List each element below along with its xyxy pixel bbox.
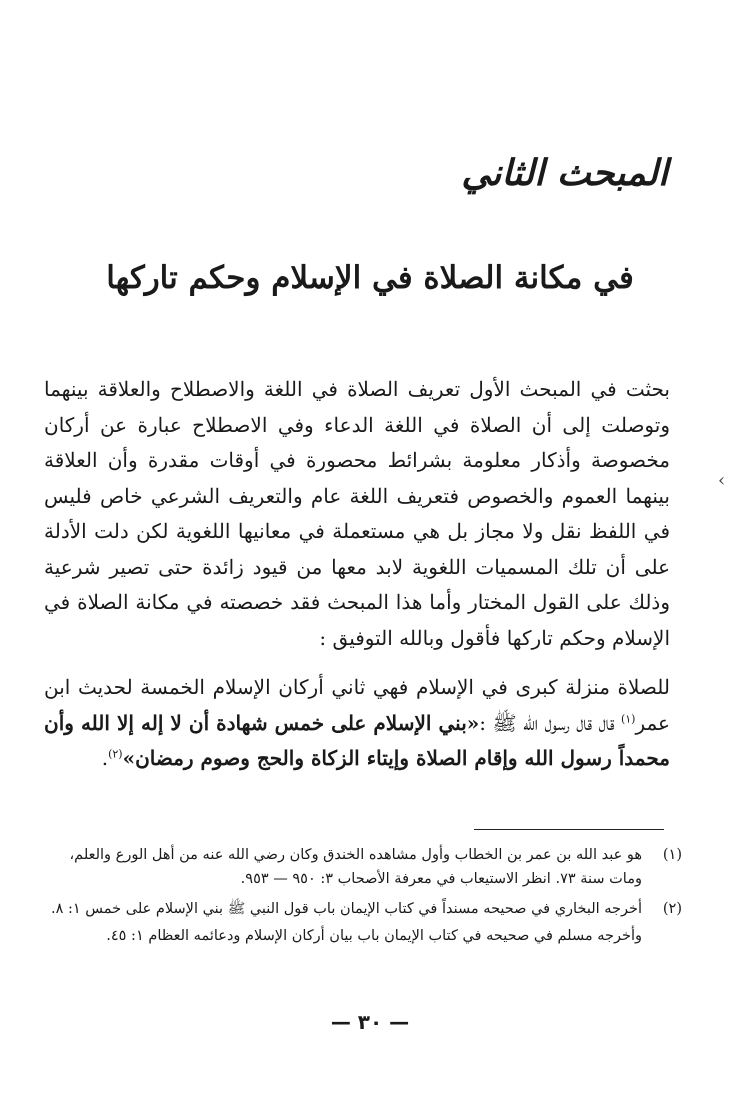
paragraph-hadith-text-after: قال قال رسول الله ﷺ : [479, 710, 621, 735]
footnotes [44, 843, 682, 948]
footnote-ref-2[interactable]: (٢) [108, 747, 123, 761]
paragraph-hadith-end: . [101, 746, 109, 770]
footnote-2-continuation: وأخرجه مسلم في صحيحه في كتاب الإيمان باب بيان أركان الإسلام ودعائمه العظام ١: ٤٥. [106, 928, 642, 944]
footnote-1 [44, 843, 682, 891]
paragraph-intro: بحثت في المبحث الأول تعريف الصلاة في اللغة والاصطلاح والعلاقة بينهما وتوصلت إلى أن الصلاة في اللغة الدعاء وفي الاصطلاح عبارة عن أركان مخصوصة وأذكار معلومة بشرائط محصورة في أوقات مقدرة وأن العلاقة بينهما العموم والخصوص فتعريف اللغة عام والتعريف الشرعي خاص فليس في اللفظ نقل ولا مجاز بل هي مستعملة في معانيها اللغوية لكن دلت الأدلة على أن تلك المسميات اللغوية لابد معها من قيود زائدة حتى تصير شرعية وذلك على القول المختار وأما هذا المبحث فقد خصصته في مكانة الصلاة في الإسلام وحكم تاركها فأقول وبالله التوفيق : [44, 377, 670, 650]
page-number: — ٣٠ — [330, 1010, 410, 1034]
footnote-number: (١) [662, 847, 682, 863]
footnote-ref-1[interactable]: (١) [620, 711, 636, 725]
margin-mark: ‹ [718, 470, 726, 491]
hadith-quote: «بني الإسلام على خمس شهادة أن لا إله إلا الله وأن محمداً رسول الله وإقام الصلاة وإيتاء الزكاة والحج وصوم رمضان» [44, 710, 670, 770]
section-label: المبحث الثاني [461, 152, 668, 194]
footnote-text: هو عبد الله بن عمر بن الخطاب وأول مشاهده الخندق وكان رضي الله عنه من أهل الورع والعلم، ومات سنة ٧٣. انظر الاستيعاب في معرفة الأصحاب ٣: ٩٥٠ — ٩٥٣. [69, 847, 642, 887]
paragraph-hadith [44, 670, 670, 777]
footnote-2 [44, 897, 682, 921]
footnote-text: أخرجه البخاري في صحيحه مسنداً في كتاب الإيمان باب قول النبي ﷺ بني الإسلام على خمس ١: ٨. [51, 901, 642, 917]
footnote-separator [474, 829, 664, 830]
footnote-number: (٢) [662, 901, 682, 917]
chapter-title: في مكانة الصلاة في الإسلام وحكم تاركها [106, 260, 634, 296]
paragraph-hadith-text-before: للصلاة منزلة كبرى في الإسلام فهي ثاني أركان الإسلام الخمسة لحديث ابن عمر [44, 675, 670, 735]
